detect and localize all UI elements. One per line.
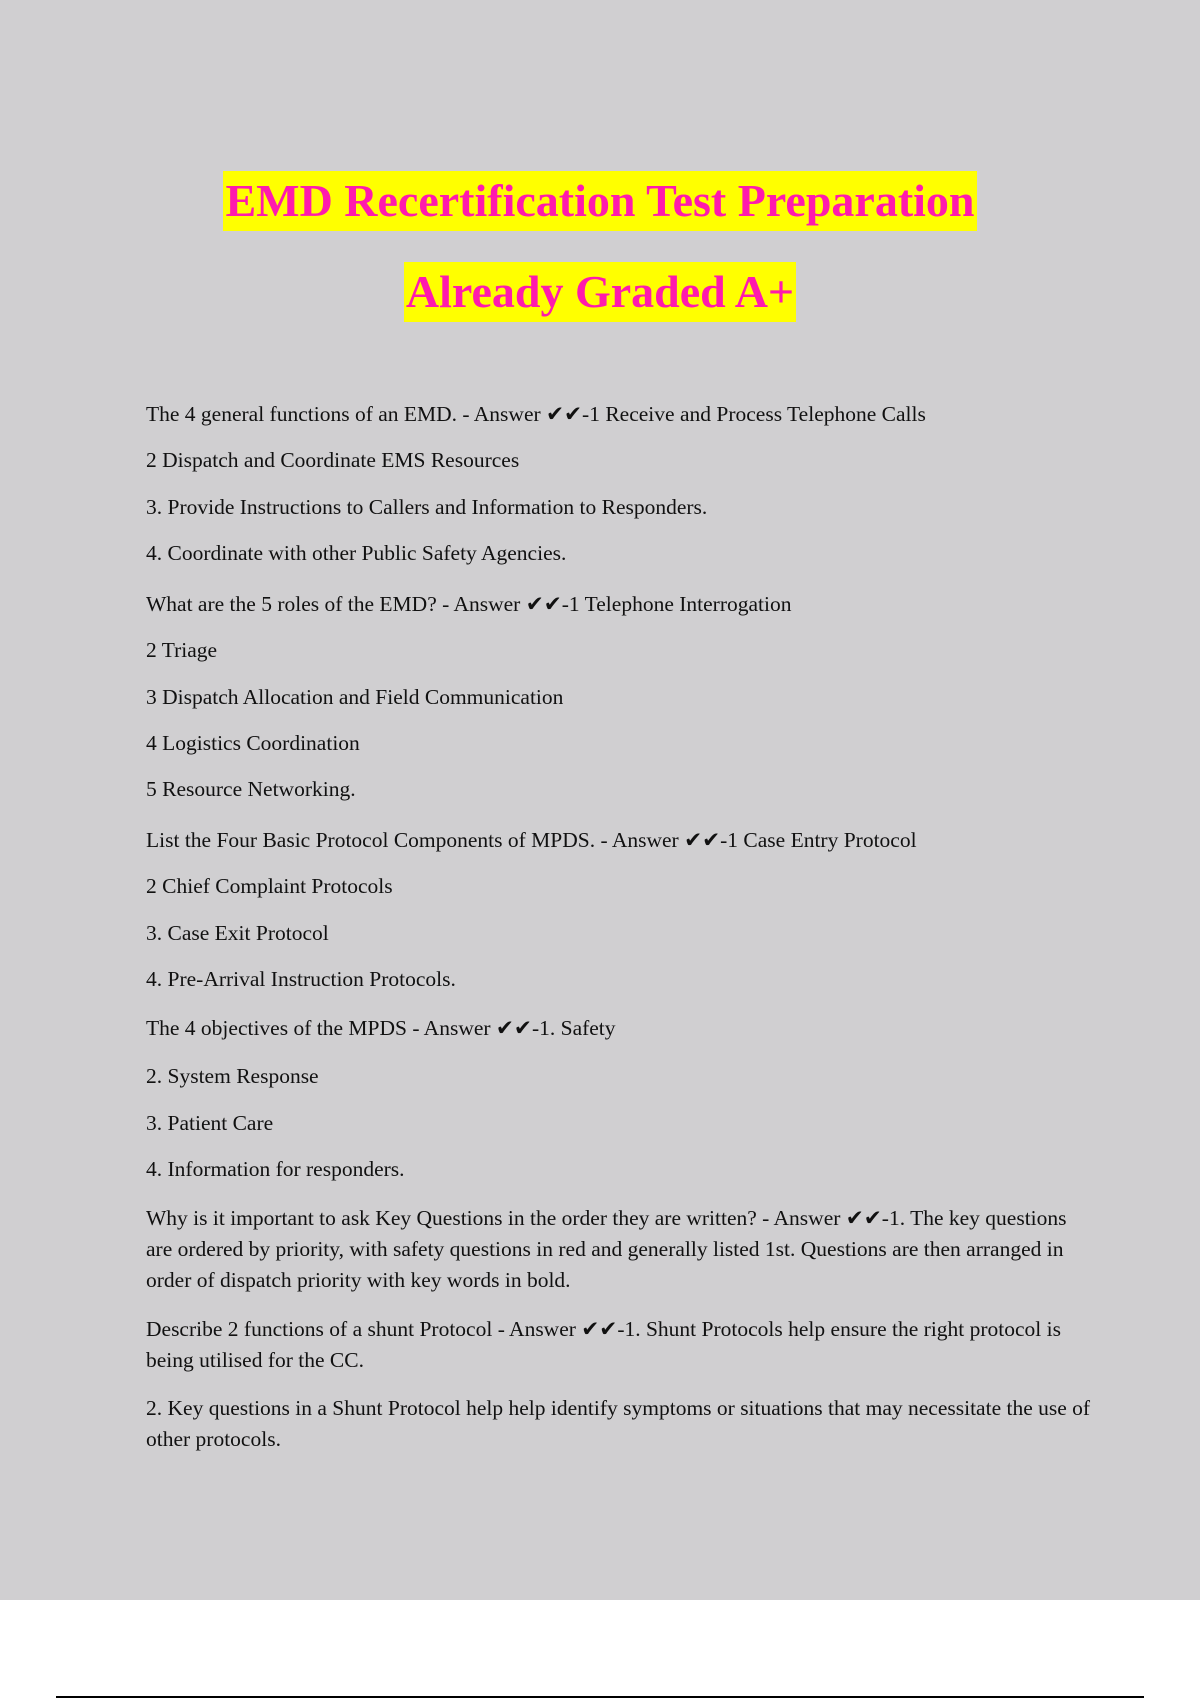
text-line: 2 Chief Complaint Protocols [146,874,393,898]
document-title-line-1: EMD Recertification Test Preparation [223,171,976,231]
text-line: What are the 5 roles of the EMD? - Answer ✔✔-1 Telephone Interrogation [146,592,792,616]
text-line: List the Four Basic Protocol Components of MPDS. - Answer ✔✔-1 Case Entry Protocol [146,828,917,852]
document-title-line-2: Already Graded A+ [404,262,796,322]
page-divider-rule [56,1696,1144,1698]
text-line: 5 Resource Networking. [146,777,356,801]
text-line: 3. Provide Instructions to Callers and Information to Responders. [146,495,708,519]
text-line: 4 Logistics Coordination [146,731,360,755]
text-line: 2 Dispatch and Coordinate EMS Resources [146,448,520,472]
text-paragraph: Describe 2 functions of a shunt Protocol - Answer ✔✔-1. Shunt Protocols help ensure the right protocol is being utilised for the CC. [146,1317,1061,1372]
text-line: 2 Triage [146,638,218,662]
text-line: 4. Information for responders. [146,1157,405,1181]
text-paragraph: Why is it important to ask Key Questions in the order they are written? - Answer ✔✔-1. The key questions are ordered by priority, with safety questions in red and generally listed 1st. Questions are then arranged in order of dispatch priority with key words in bold. [146,1206,1067,1292]
title-line-2-container [0,262,1200,322]
text-line: 3. Patient Care [146,1111,274,1135]
text-line: 4. Coordinate with other Public Safety Agencies. [146,541,567,565]
title-line-1-container [0,171,1200,231]
text-line: 3 Dispatch Allocation and Field Communication [146,685,564,709]
text-line: 4. Pre-Arrival Instruction Protocols. [146,967,456,991]
text-line: The 4 objectives of the MPDS - Answer ✔✔-1. Safety [146,1016,616,1040]
text-line: 2. System Response [146,1064,319,1088]
text-line: 3. Case Exit Protocol [146,921,329,945]
text-paragraph: 2. Key questions in a Shunt Protocol help help identify symptoms or situations that may necessitate the use of other protocols. [146,1396,1091,1451]
text-line: The 4 general functions of an EMD. - Answer ✔✔-1 Receive and Process Telephone Calls [146,402,926,426]
